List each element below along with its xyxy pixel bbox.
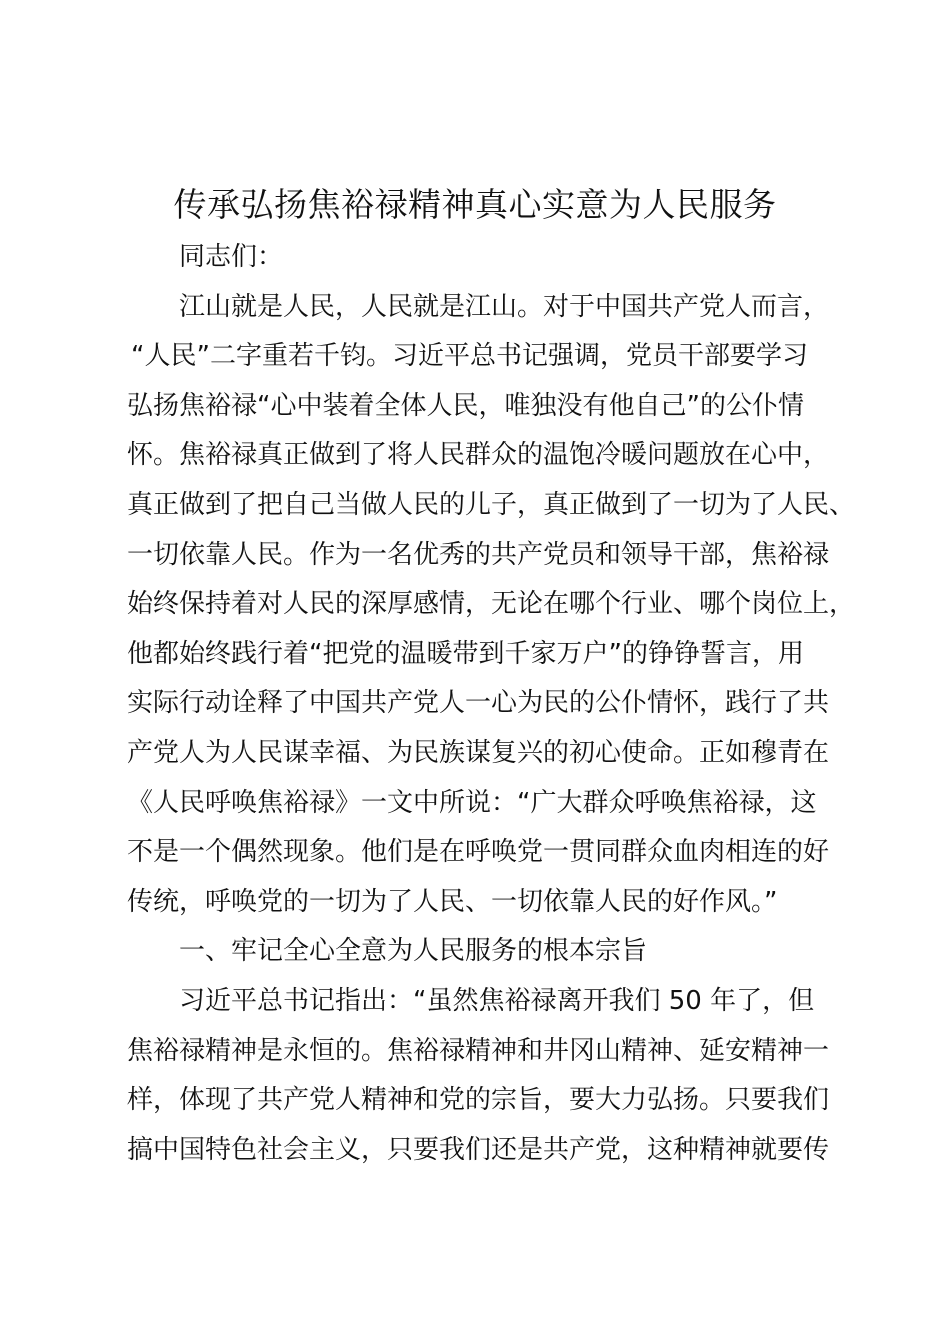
paragraph-line: 习近平总书记指出：“虽然焦裕禄离开我们 50 年了，但 [179, 985, 815, 1016]
paragraph-line: 江山就是人民，人民就是江山。对于中国共产党人而言， [179, 291, 830, 322]
paragraph-line: 搞中国特色社会主义，只要我们还是共产党，这种精神就要传 [127, 1134, 830, 1165]
paragraph-line: 产党人为人民谋幸福、为民族谋复兴的初心使命。正如穆青在 [127, 737, 830, 768]
document-title: 传承弘扬焦裕禄精神真心实意为人民服务 [173, 185, 777, 224]
paragraph-line: 怀。焦裕禄真正做到了将人民群众的温饱冷暖问题放在心中， [127, 440, 830, 471]
paragraph-line: “人民”二字重若千钧。习近平总书记强调，党员干部要学习 [131, 341, 808, 372]
document-body [127, 233, 856, 1175]
paragraph-line: 真正做到了把自己当做人民的儿子，真正做到了一切为了人民、 [127, 489, 856, 520]
paragraph-line: 弘扬焦裕禄“心中装着全体人民，唯独没有他自己”的公仆情 [127, 390, 804, 421]
paragraph-line: 传统，呼唤党的一切为了人民、一切依靠人民的好作风。” [127, 886, 778, 917]
paragraph-line: 他都始终践行着“把党的温暖带到千家万户”的铮铮誓言，用 [127, 638, 804, 669]
paragraph-line: 始终保持着对人民的深厚感情，无论在哪个行业、哪个岗位上， [127, 589, 856, 620]
paragraph-line: 实际行动诠释了中国共产党人一心为民的公仆情怀，践行了共 [127, 688, 830, 719]
section-heading: 一、牢记全心全意为人民服务的根本宗旨 [179, 936, 648, 967]
paragraph-line: 焦裕禄精神是永恒的。焦裕禄精神和井冈山精神、延安精神一 [127, 1035, 830, 1066]
salutation: 同志们： [179, 242, 284, 272]
paragraph-line: 不是一个偶然现象。他们是在呼唤党一贯同群众血肉相连的好 [127, 837, 830, 868]
paragraph-line: 样，体现了共产党人精神和党的宗旨，要大力弘扬。只要我们 [127, 1085, 830, 1116]
paragraph-line: 《人民呼唤焦裕禄》一文中所说：“广大群众呼唤焦裕禄，这 [127, 787, 817, 818]
paragraph-line: 一切依靠人民。作为一名优秀的共产党员和领导干部，焦裕禄 [127, 539, 830, 570]
